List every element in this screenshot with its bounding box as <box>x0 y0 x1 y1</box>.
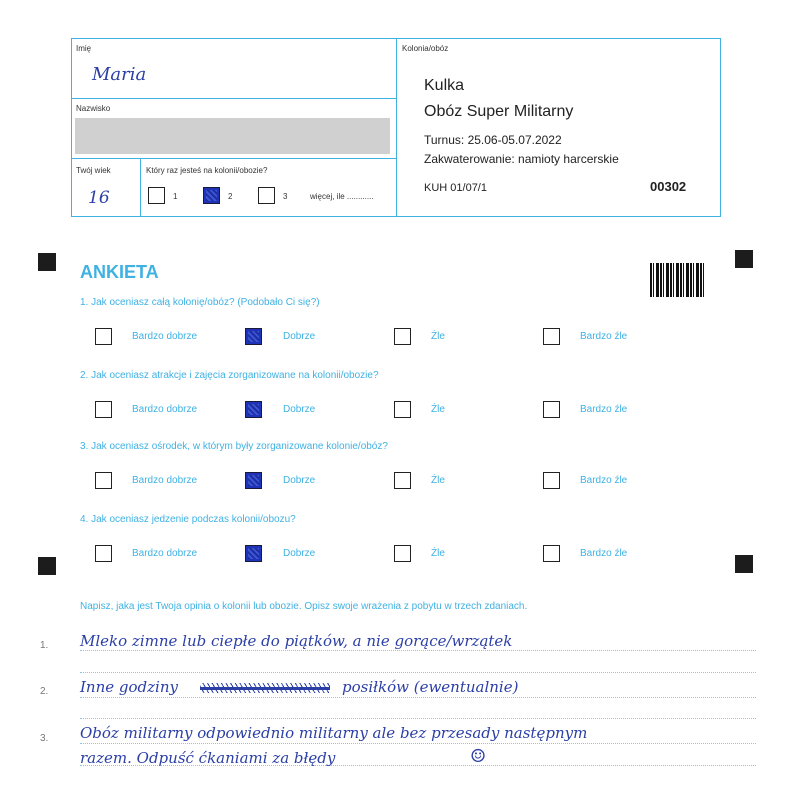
line-number-2: 2. <box>40 686 49 697</box>
question-2-checkbox-3[interactable] <box>394 401 411 418</box>
question-3-option-4: Bardzo źle <box>580 475 628 486</box>
registration-marker-bottom-right <box>735 555 753 573</box>
answer-line-3 <box>80 743 756 744</box>
question-2-checkbox-4[interactable] <box>543 401 560 418</box>
question-1-checkbox-4[interactable] <box>543 328 560 345</box>
times-checkbox-3[interactable] <box>258 187 275 204</box>
crossed-out-word <box>200 681 330 695</box>
question-3-checkbox-4[interactable] <box>543 472 560 489</box>
imie-label: Imię <box>76 44 92 53</box>
times-option-3: 3 <box>283 192 288 201</box>
question-4-option-4: Bardzo źle <box>580 548 628 559</box>
question-3-option-3: Źle <box>431 475 445 486</box>
times-checkbox-1[interactable] <box>148 187 165 204</box>
question-3-checkbox-1[interactable] <box>95 472 112 489</box>
question-2-option-1: Bardzo dobrze <box>132 404 198 415</box>
registration-marker-top-left <box>38 253 56 271</box>
wiecej-label: więcej, ile ............ <box>310 192 374 201</box>
question-1-option-2: Dobrze <box>283 331 316 342</box>
question-2-option-2: Dobrze <box>283 404 316 415</box>
wiek-label: Twój wiek <box>76 166 111 175</box>
kolonia-label: Kolonia/obóz <box>402 44 449 53</box>
answer-line-2 <box>80 697 756 698</box>
question-1-option-4: Bardzo źle <box>580 331 628 342</box>
answer-text-3b: razem. Odpuść ćkaniami za błędy <box>80 749 336 767</box>
imie-value: Maria <box>92 64 147 85</box>
question-2-option-3: Źle <box>431 404 445 415</box>
wiek-value: 16 <box>88 188 110 208</box>
turnus: Turnus: 25.06-05.07.2022 <box>424 133 562 147</box>
barcode <box>650 263 704 297</box>
line-number-3: 3. <box>40 733 49 744</box>
form-number: 00302 <box>650 179 687 194</box>
answer-text-3a: Obóz militarny odpowiednio militarny ale bez przesady następnym <box>80 724 588 742</box>
question-2-checkbox-2[interactable] <box>245 401 262 418</box>
nazwisko-label: Nazwisko <box>76 104 111 113</box>
question-3-checkbox-3[interactable] <box>394 472 411 489</box>
kuh-code: KUH 01/07/1 <box>424 182 487 194</box>
registration-marker-bottom-left <box>38 557 56 575</box>
question-2-text: 2. Jak oceniasz atrakcje i zajęcia zorganizowane na kolonii/obozie? <box>80 370 379 381</box>
question-3-option-1: Bardzo dobrze <box>132 475 198 486</box>
question-3-text: 3. Jak oceniasz ośrodek, w którym były zorganizowane kolonie/obóz? <box>80 441 388 452</box>
question-4-checkbox-3[interactable] <box>394 545 411 562</box>
question-4-checkbox-1[interactable] <box>95 545 112 562</box>
question-1-option-1: Bardzo dobrze <box>132 331 198 342</box>
kolonia-name: Kulka <box>424 77 465 94</box>
answer-text-2a: Inne godziny <box>80 678 178 696</box>
ktory-raz-label: Który raz jesteś na kolonii/obozie? <box>146 166 268 175</box>
question-4-option-2: Dobrze <box>283 548 316 559</box>
question-4-text: 4. Jak oceniasz jedzenie podczas kolonii/obozu? <box>80 514 296 525</box>
question-3-checkbox-2[interactable] <box>245 472 262 489</box>
answer-line-1 <box>80 650 756 651</box>
question-2-checkbox-1[interactable] <box>95 401 112 418</box>
survey-title: ANKIETA <box>80 262 159 282</box>
smiley-icon: ☺ <box>470 746 487 767</box>
redacted-surname <box>75 118 390 154</box>
oboz-name: Obóz Super Militarny <box>424 103 574 120</box>
question-1-checkbox-1[interactable] <box>95 328 112 345</box>
question-1-checkbox-3[interactable] <box>394 328 411 345</box>
line-number-1: 1. <box>40 640 49 651</box>
answer-text-1: Mleko zimne lub ciepłe do piątków, a nie gorące/wrzątek <box>80 632 513 650</box>
answer-line-2b <box>80 718 756 719</box>
times-option-1: 1 <box>173 192 178 201</box>
question-4-checkbox-4[interactable] <box>543 545 560 562</box>
times-option-2: 2 <box>228 192 233 201</box>
question-3-option-2: Dobrze <box>283 475 316 486</box>
question-4-option-1: Bardzo dobrze <box>132 548 198 559</box>
question-1-option-3: Źle <box>431 331 445 342</box>
registration-marker-top-right <box>735 250 753 268</box>
question-1-checkbox-2[interactable] <box>245 328 262 345</box>
question-4-option-3: Źle <box>431 548 445 559</box>
times-checkbox-2[interactable] <box>203 187 220 204</box>
question-1-text: 1. Jak oceniasz całą kolonię/obóz? (Podobało Ci się?) <box>80 297 320 308</box>
question-4-checkbox-2[interactable] <box>245 545 262 562</box>
zakwaterowanie: Zakwaterowanie: namioty harcerskie <box>424 152 619 166</box>
answer-line-1b <box>80 672 756 673</box>
question-2-option-4: Bardzo źle <box>580 404 628 415</box>
answer-text-2b: posiłków (ewentualnie) <box>342 678 519 696</box>
opinion-prompt: Napisz, jaka jest Twoja opinia o kolonii lub obozie. Opisz swoje wrażenia z pobytu w trzech zdaniach. <box>80 601 528 612</box>
